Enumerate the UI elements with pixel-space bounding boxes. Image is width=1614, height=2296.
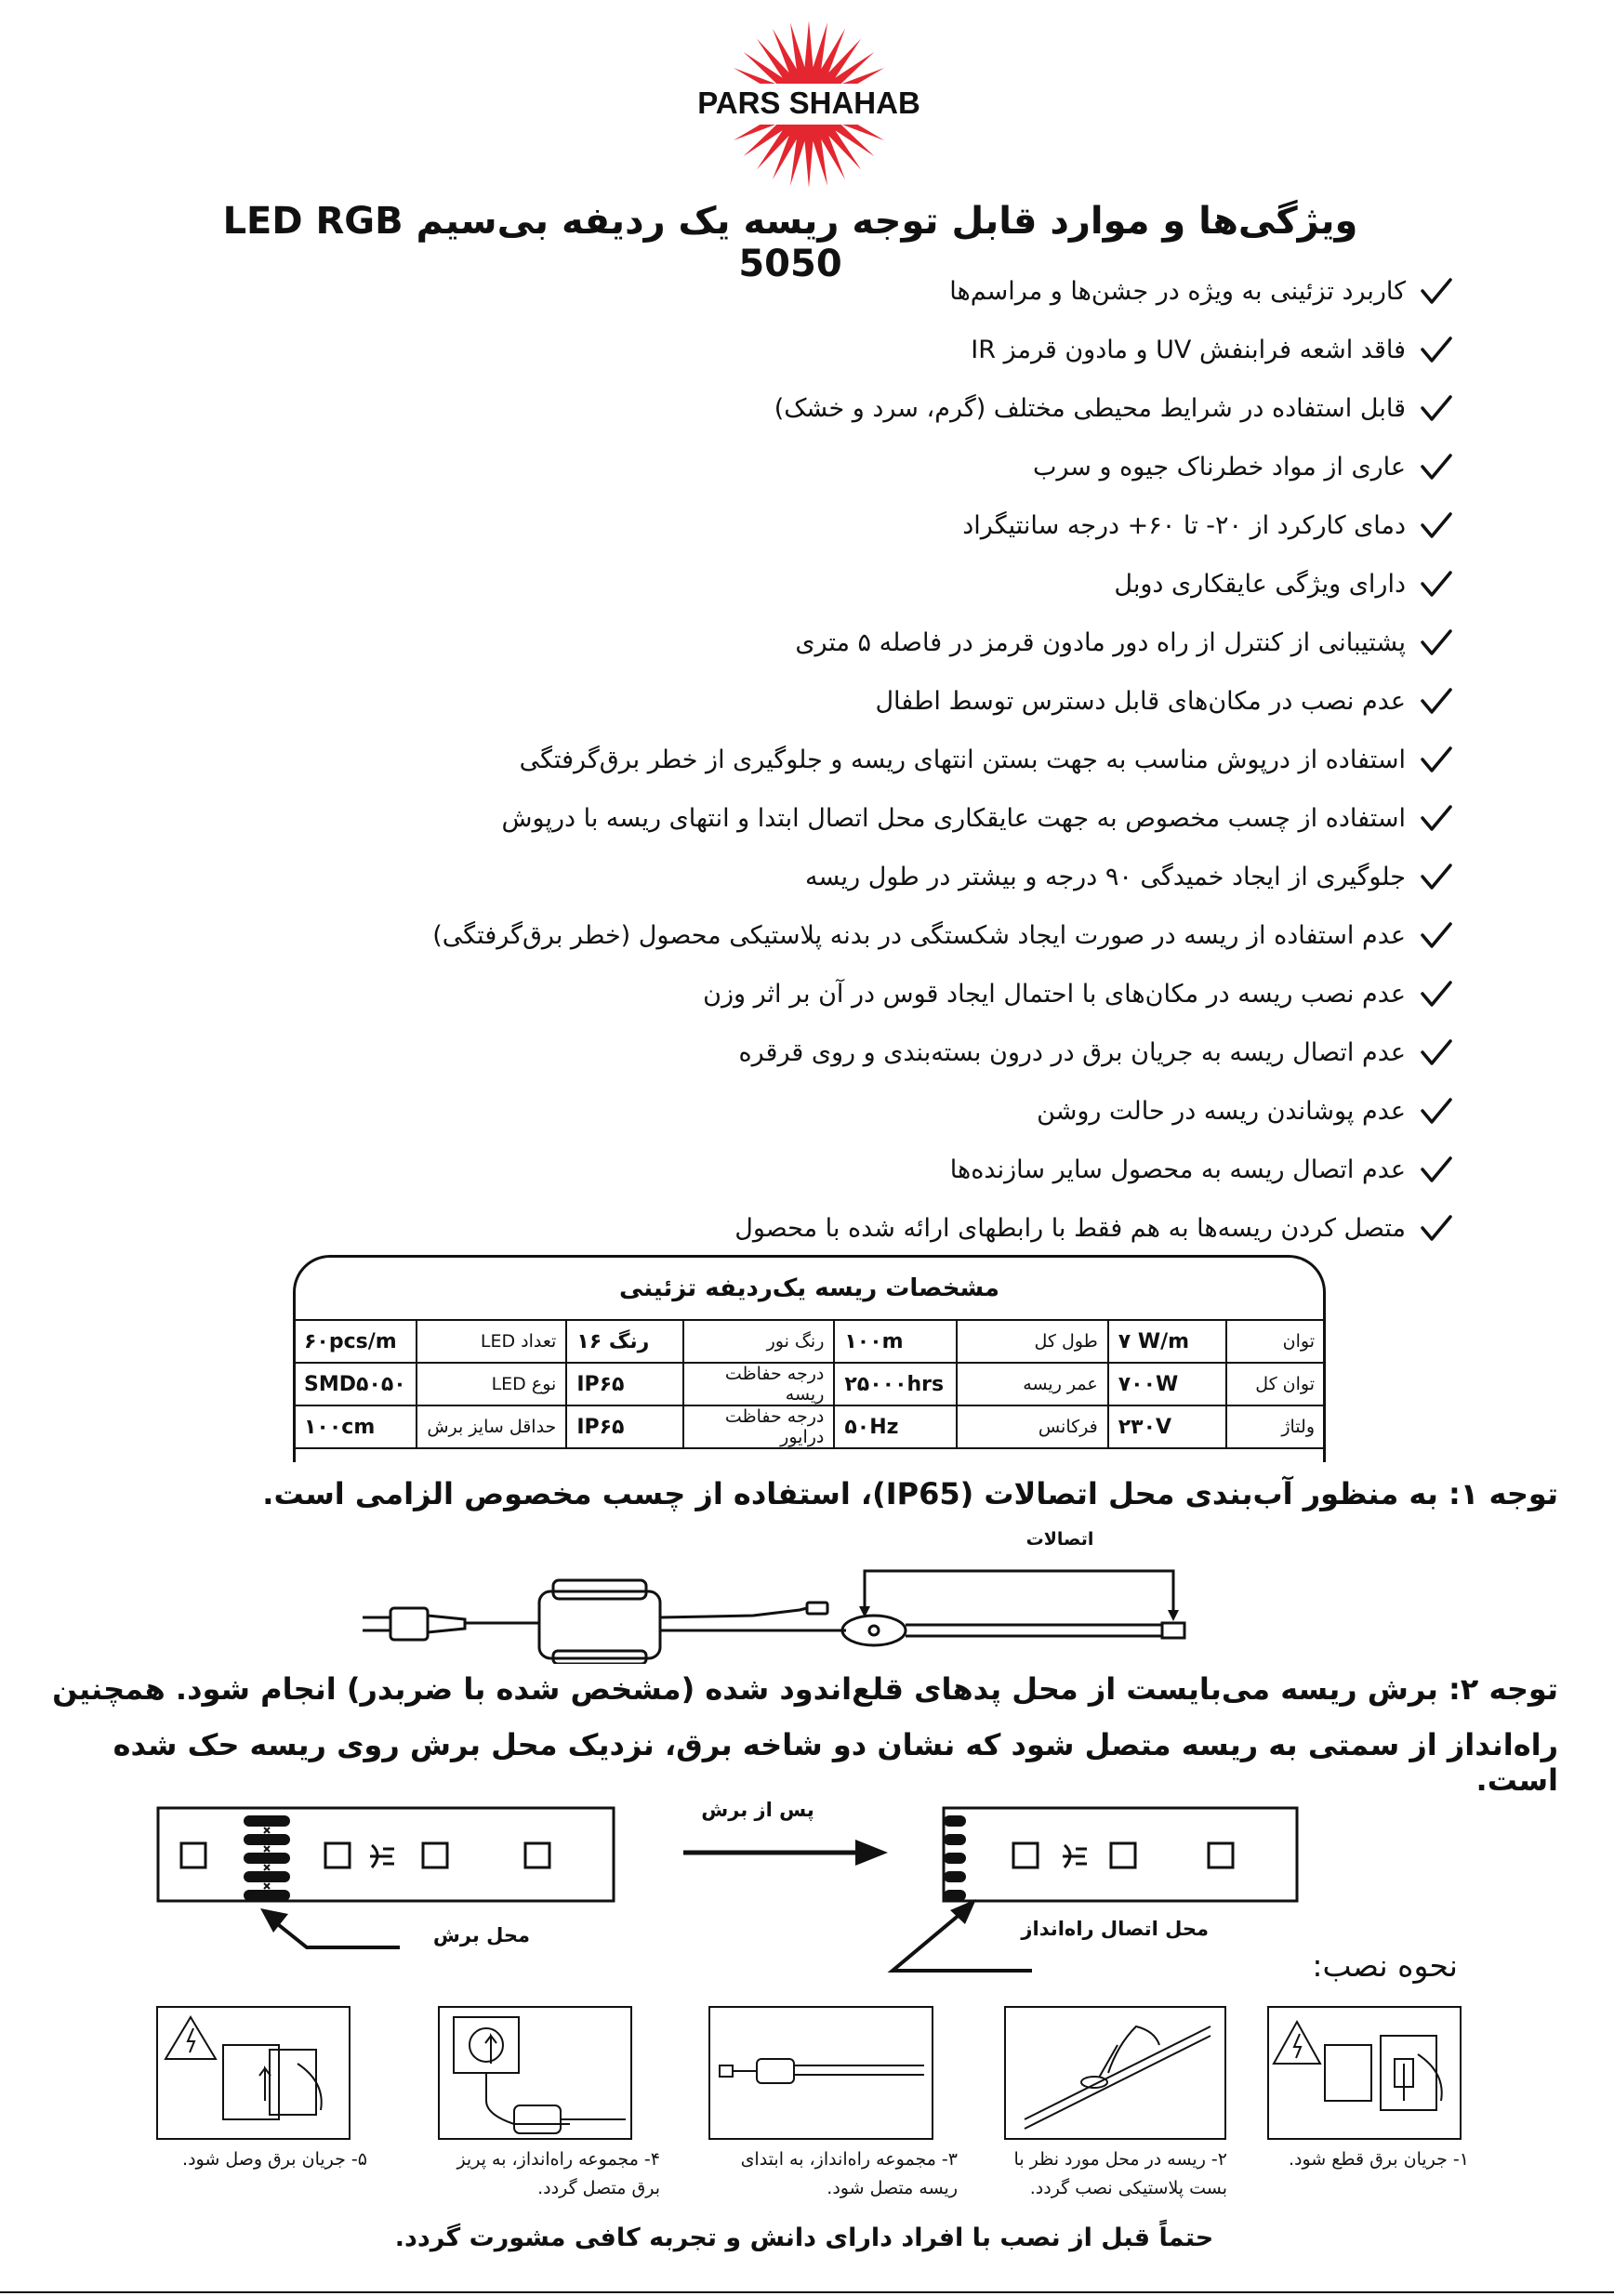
checkmark-icon: [1419, 450, 1454, 485]
spec-key: رنگ نور: [683, 1320, 834, 1363]
checkmark-icon: [1419, 684, 1454, 719]
feature-item: [152, 321, 1454, 379]
feature-item: [152, 496, 1454, 555]
feature-item: [152, 789, 1454, 848]
spec-value: ۱۰۰cm: [294, 1405, 417, 1448]
checkmark-icon: [1419, 626, 1454, 661]
spec-row: [294, 1320, 1325, 1363]
spec-title: مشخصات ریسه یک‌ردیفه تزئینی: [618, 1274, 1000, 1302]
step-4-image: [438, 2006, 632, 2140]
spec-value: ۷ W/m: [1108, 1320, 1226, 1363]
feature-text: عدم نصب در مکان‌های قابل دسترس توسط اطفال: [875, 687, 1406, 716]
connections-label: اتصالات: [1025, 1529, 1094, 1550]
feature-item: [152, 262, 1454, 321]
checkmark-icon: [1419, 918, 1454, 954]
spec-value: ۶۰pcs/m: [294, 1320, 417, 1363]
feature-item: [152, 555, 1454, 614]
feature-text: عدم اتصال ریسه به جریان برق در درون بسته‌بندی و روی قرقره: [738, 1038, 1406, 1067]
spec-row: [294, 1363, 1325, 1405]
feature-text: دمای کارکرد از ۲۰- تا ۶۰+ درجه سانتیگراد: [962, 511, 1406, 540]
spec-value: ۷۰۰W: [1108, 1363, 1226, 1405]
checkmark-icon: [1419, 274, 1454, 310]
feature-text: عدم پوشاندن ریسه در حالت روشن: [1037, 1097, 1406, 1126]
feature-text: کاربرد تزئینی به ویژه در جشن‌ها و مراسم‌ها: [949, 277, 1406, 306]
warning-icon: [165, 2017, 216, 2059]
feature-text: متصل کردن ریسه‌ها به هم فقط با رابطهای ارائه شده با محصول: [734, 1214, 1406, 1243]
feature-item: [152, 438, 1454, 496]
spec-value: SMD۵۰۵۰: [294, 1363, 417, 1405]
feature-text: عاری از مواد خطرناک جیوه و سرب: [1032, 453, 1406, 482]
checkmark-icon: [1419, 508, 1454, 544]
feature-item: [152, 906, 1454, 965]
after-cut-label: پس از برش: [701, 1799, 814, 1821]
spec-value: IP۶۵: [566, 1405, 683, 1448]
spec-row: [294, 1405, 1325, 1448]
checkmark-icon: [1419, 743, 1454, 778]
cut-location-label: محل برش: [432, 1924, 530, 1946]
spec-key: درجه حفاظت درایور: [683, 1405, 834, 1448]
spec-value: ۵۰Hz: [834, 1405, 957, 1448]
step-caption-line: ۱- جریان برق قطع شود.: [1288, 2149, 1469, 2170]
feature-item: [152, 672, 1454, 731]
feature-text: پشتیبانی از کنترل از راه دور مادون قرمز در فاصله ۵ متری: [795, 628, 1406, 657]
checkmark-icon: [1419, 1211, 1454, 1247]
step-caption: [126, 2145, 367, 2174]
feature-item: [152, 379, 1454, 438]
feature-text: جلوگیری از ایجاد خمیدگی ۹۰ درجه و بیشتر در طول ریسه: [805, 863, 1406, 891]
step-caption-line: ۲- ریسه در محل مورد نظر با: [1013, 2149, 1227, 2170]
install-title: نحوه نصب:: [1312, 1947, 1458, 1984]
step-caption-line: بست پلاستیکی نصب گردد.: [1029, 2178, 1227, 2198]
spec-key: نوع LED: [417, 1363, 566, 1405]
feature-text: استفاده از چسب مخصوص به جهت عایقکاری محل اتصال ابتدا و انتهای ریسه با درپوش: [501, 804, 1406, 833]
feature-item: [152, 1199, 1454, 1258]
feature-item: [152, 614, 1454, 672]
spec-key: درجه حفاظت ریسه: [683, 1363, 834, 1405]
feature-text: عدم اتصال ریسه به محصول سایر سازنده‌ها: [949, 1155, 1406, 1184]
checkmark-icon: [1419, 567, 1454, 602]
step-2-image: [1004, 2006, 1226, 2140]
spec-value: IP۶۵: [566, 1363, 683, 1405]
checkmark-icon: [1419, 860, 1454, 895]
step-caption: [437, 2145, 660, 2203]
checkmark-icon: [1419, 391, 1454, 427]
bottom-divider: [0, 2291, 1614, 2293]
feature-text: استفاده از درپوش مناسب به جهت بستن انتهای ریسه و جلوگیری از خطر برق‌گرفتگی: [519, 746, 1406, 774]
page-title: ویژگی‌ها و موارد قابل توجه ریسه یک ردیفه بی‌سیم LED RGB 5050: [222, 200, 1358, 285]
step-caption-line: برق متصل گردد.: [537, 2178, 660, 2198]
feature-item: [152, 1023, 1454, 1082]
feature-text: قابل استفاده در شرایط محیطی مختلف (گرم، سرد و خشک): [774, 394, 1406, 423]
spec-key: طول کل: [957, 1320, 1108, 1363]
checkmark-icon: [1419, 801, 1454, 837]
step-caption-line: ۳- مجموعه راه‌انداز، به ابتدای: [740, 2149, 958, 2170]
feature-list: [152, 262, 1454, 1258]
checkmark-icon: [1419, 1153, 1454, 1188]
step-caption: [725, 2145, 958, 2203]
spec-key: توان کل: [1226, 1363, 1325, 1405]
checkmark-icon: [1419, 977, 1454, 1012]
spec-key: عمر ریسه: [957, 1363, 1108, 1405]
note-2-line-1: توجه ۲: برش ریسه می‌بایست از محل پدهای قلع‌اندود شده (مشخص شده با ضربدر) انجام شود. همچنین: [52, 1671, 1558, 1707]
feature-text: دارای ویژگی عایقکاری دوبل: [1114, 570, 1406, 599]
spec-panel: [293, 1255, 1326, 1462]
feature-text: عدم نصب ریسه در مکان‌های با احتمال ایجاد قوس در آن بر اثر وزن: [703, 980, 1406, 1009]
spec-key: حداقل سایز برش: [417, 1405, 566, 1448]
feature-item: [152, 965, 1454, 1023]
feature-text: فاقد اشعه فرابنفش UV و مادون قرمز IR: [971, 336, 1406, 364]
feature-item: [152, 731, 1454, 789]
brand-name: PARS SHAHAB: [697, 86, 920, 120]
checkmark-icon: [1419, 333, 1454, 368]
step-5-image: [156, 2006, 351, 2140]
step-caption-line: ۴- مجموعه راه‌انداز، به پریز: [456, 2149, 660, 2170]
spec-value: ۲۳۰V: [1108, 1405, 1226, 1448]
strip-after: [944, 1808, 1297, 1901]
spec-table: [293, 1319, 1326, 1449]
spec-key: توان: [1226, 1320, 1325, 1363]
spec-value: ۱۰۰m: [834, 1320, 957, 1363]
spec-key: فرکانس: [957, 1405, 1108, 1448]
plug-icon: [370, 1845, 1087, 1867]
checkmark-icon: [1419, 1036, 1454, 1071]
step-caption-line: ریسه متصل شود.: [827, 2178, 958, 2198]
brand-logo: [688, 19, 930, 195]
strip-before: [158, 1808, 614, 1901]
feature-item: [152, 1141, 1454, 1199]
spec-key: تعداد LED: [417, 1320, 566, 1363]
feature-text: عدم استفاده از ریسه در صورت ایجاد شکستگی در بدنه پلاستیکی محصول (خطر برق‌گرفتگی): [432, 921, 1406, 950]
footer-warning: حتماً قبل از نصب با افراد دارای دانش و تجربه کافی مشورت گردد.: [394, 2223, 1214, 2252]
step-caption: [986, 2145, 1227, 2203]
step-caption: [1255, 2145, 1469, 2174]
feature-item: [152, 848, 1454, 906]
cable-diagram: [363, 1534, 1255, 1664]
step-3-image: [708, 2006, 933, 2140]
note-1: توجه ۱: به منظور آب‌بندی محل اتصالات (IP65)، استفاده از چسب مخصوص الزامی است.: [262, 1476, 1558, 1511]
checkmark-icon: [1419, 1094, 1454, 1129]
driver-connection-label: محل اتصال راه‌انداز: [1021, 1918, 1209, 1940]
spec-value: ۱۶ رنگ: [566, 1320, 683, 1363]
spec-key: ولتاژ: [1226, 1405, 1325, 1448]
feature-item: [152, 1082, 1454, 1141]
step-1-image: [1267, 2006, 1462, 2140]
spec-value: ۲۵۰۰۰hrs: [834, 1363, 957, 1405]
note-2-line-2: راه‌انداز از سمتی به ریسه متصل شود که نشان دو شاخه برق، نزدیک محل برش روی ریسه حک شده است.: [112, 1727, 1558, 1798]
step-caption-line: ۵- جریان برق وصل شود.: [182, 2149, 367, 2170]
